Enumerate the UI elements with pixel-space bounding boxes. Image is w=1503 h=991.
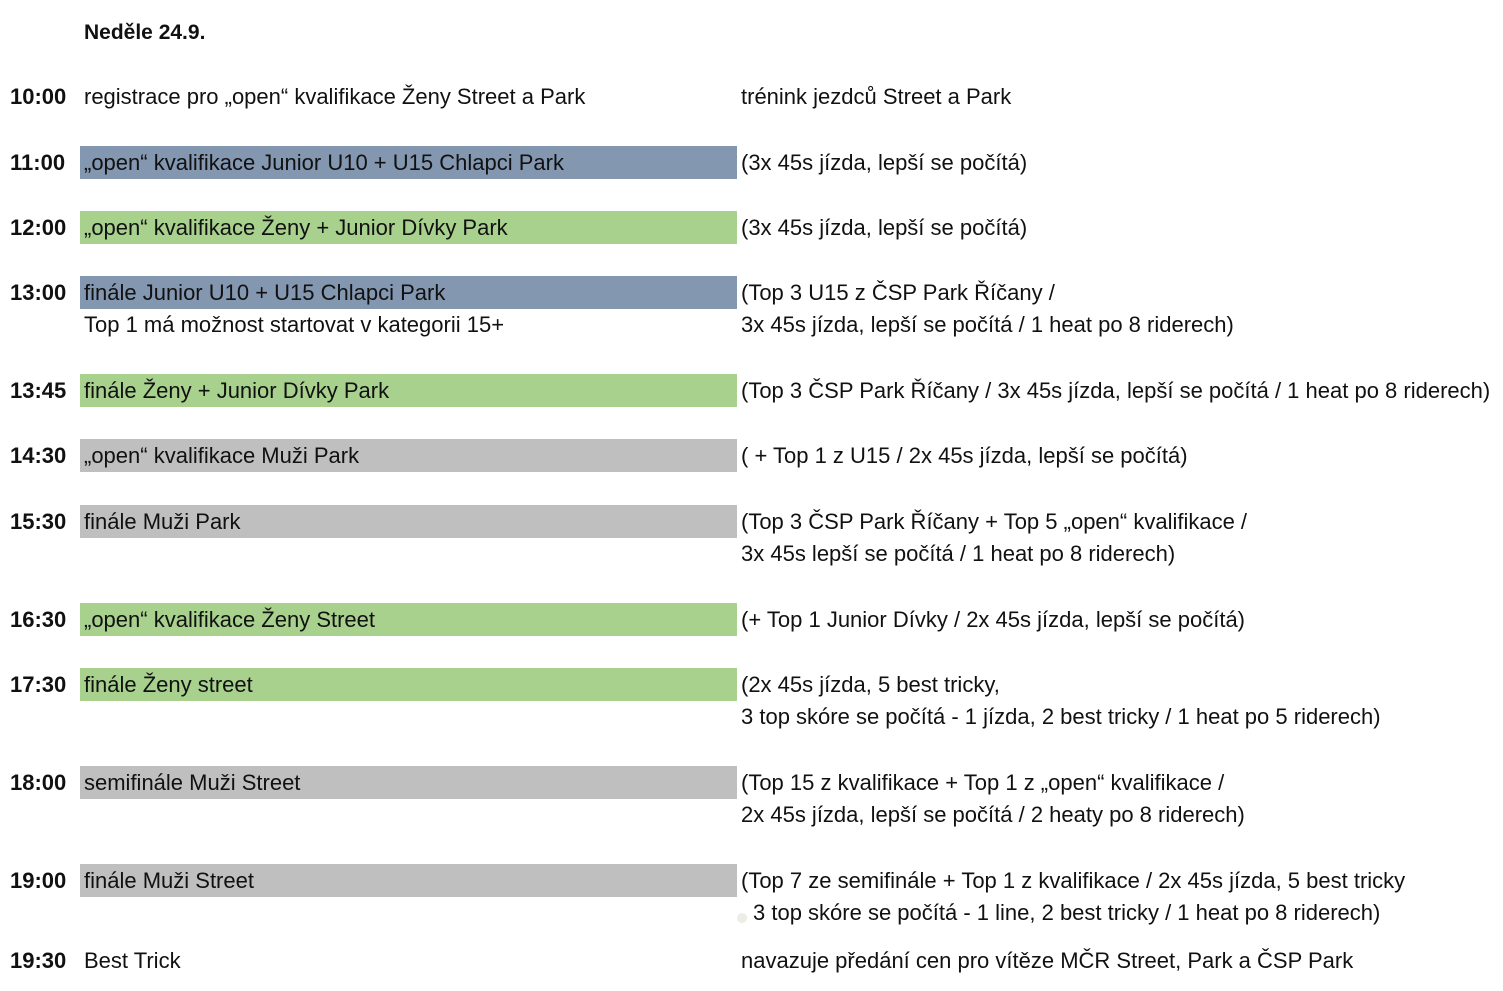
schedule-row-1630: [0, 603, 1503, 637]
time-label: 16:30: [10, 607, 67, 632]
event-note-line2: 3x 45s jízda, lepší se počítá / 1 heat po 8 riderech): [741, 312, 1234, 337]
schedule-row-1100: [0, 146, 1503, 180]
time-label: 10:00: [10, 84, 67, 109]
event-note-line2: 2x 45s jízda, lepší se počítá / 2 heaty po 8 riderech): [741, 802, 1245, 827]
event-label: registrace pro „open“ kvalifikace Ženy Street a Park: [84, 84, 586, 109]
schedule-row-1000: [0, 80, 1503, 114]
time-label: 11:00: [10, 150, 66, 175]
event-label: finále Ženy + Junior Dívky Park: [84, 378, 390, 403]
schedule-row-1930: [0, 944, 1503, 978]
time-label: 13:45: [10, 378, 67, 403]
time-label: 19:30: [10, 948, 67, 973]
schedule-row-1800: [0, 766, 1503, 827]
event-note: navazuje předání cen pro vítěze MČR Street, Park a ČSP Park: [741, 948, 1354, 973]
time-label: 13:00: [10, 280, 67, 305]
event-label: finále Junior U10 + U15 Chlapci Park: [84, 280, 446, 305]
event-note: (2x 45s jízda, 5 best tricky,: [741, 672, 1000, 697]
event-label: semifinále Muži Street: [84, 770, 301, 795]
event-label: finále Muži Street: [84, 868, 254, 893]
event-label: Best Trick: [84, 948, 181, 973]
event-label: „open“ kvalifikace Ženy Street: [84, 607, 376, 632]
event-note: (Top 3 U15 z ČSP Park Říčany /: [741, 280, 1055, 305]
day-heading: Neděle 24.9.: [84, 21, 206, 44]
event-note: (+ Top 1 Junior Dívky / 2x 45s jízda, lepší se počítá): [741, 607, 1246, 632]
schedule-row-1345: [0, 374, 1503, 408]
schedule-row-1300: [0, 276, 1503, 337]
schedule-row-1530: [0, 505, 1503, 566]
event-label: „open“ kvalifikace Ženy + Junior Dívky Park: [84, 215, 508, 240]
event-note: (3x 45s jízda, lepší se počítá): [741, 150, 1028, 175]
event-note: (Top 3 ČSP Park Říčany / 3x 45s jízda, lepší se počítá / 1 heat po 8 riderech): [741, 378, 1491, 403]
event-label: finále Muži Park: [84, 509, 241, 534]
event-label: „open“ kvalifikace Muži Park: [84, 443, 360, 468]
event-note-line2: 3 top skóre se počítá - 1 jízda, 2 best tricky / 1 heat po 5 riderech): [741, 704, 1381, 729]
event-note-line2: 3x 45s lepší se počítá / 1 heat po 8 riderech): [741, 541, 1176, 566]
event-label-line2: Top 1 má možnost startovat v kategorii 15+: [84, 312, 505, 337]
schedule-row-1900: [0, 864, 1503, 925]
time-label: 14:30: [10, 443, 67, 468]
event-note: (Top 7 ze semifinále + Top 1 z kvalifikace / 2x 45s jízda, 5 best tricky: [741, 868, 1406, 893]
event-note: trénink jezdců Street a Park: [741, 84, 1012, 109]
time-label: 19:00: [10, 868, 67, 893]
event-note: (Top 15 z kvalifikace + Top 1 z „open“ kvalifikace /: [741, 770, 1225, 795]
time-label: 18:00: [10, 770, 67, 795]
schedule-row-1730: [0, 668, 1503, 729]
time-label: 15:30: [10, 509, 67, 534]
event-note-line2: 3 top skóre se počítá - 1 line, 2 best tricky / 1 heat po 8 riderech): [753, 900, 1381, 925]
schedule-row-1200: [0, 211, 1503, 245]
stray-dot-mark: [737, 913, 747, 923]
event-label: finále Ženy street: [84, 672, 253, 697]
event-note: (Top 3 ČSP Park Říčany + Top 5 „open“ kvalifikace /: [741, 509, 1248, 534]
event-note: (3x 45s jízda, lepší se počítá): [741, 215, 1028, 240]
time-label: 12:00: [10, 215, 67, 240]
event-label: „open“ kvalifikace Junior U10 + U15 Chlapci Park: [84, 150, 564, 175]
time-label: 17:30: [10, 672, 67, 697]
event-note: ( + Top 1 z U15 / 2x 45s jízda, lepší se počítá): [741, 443, 1188, 468]
schedule-row-1430: [0, 439, 1503, 473]
